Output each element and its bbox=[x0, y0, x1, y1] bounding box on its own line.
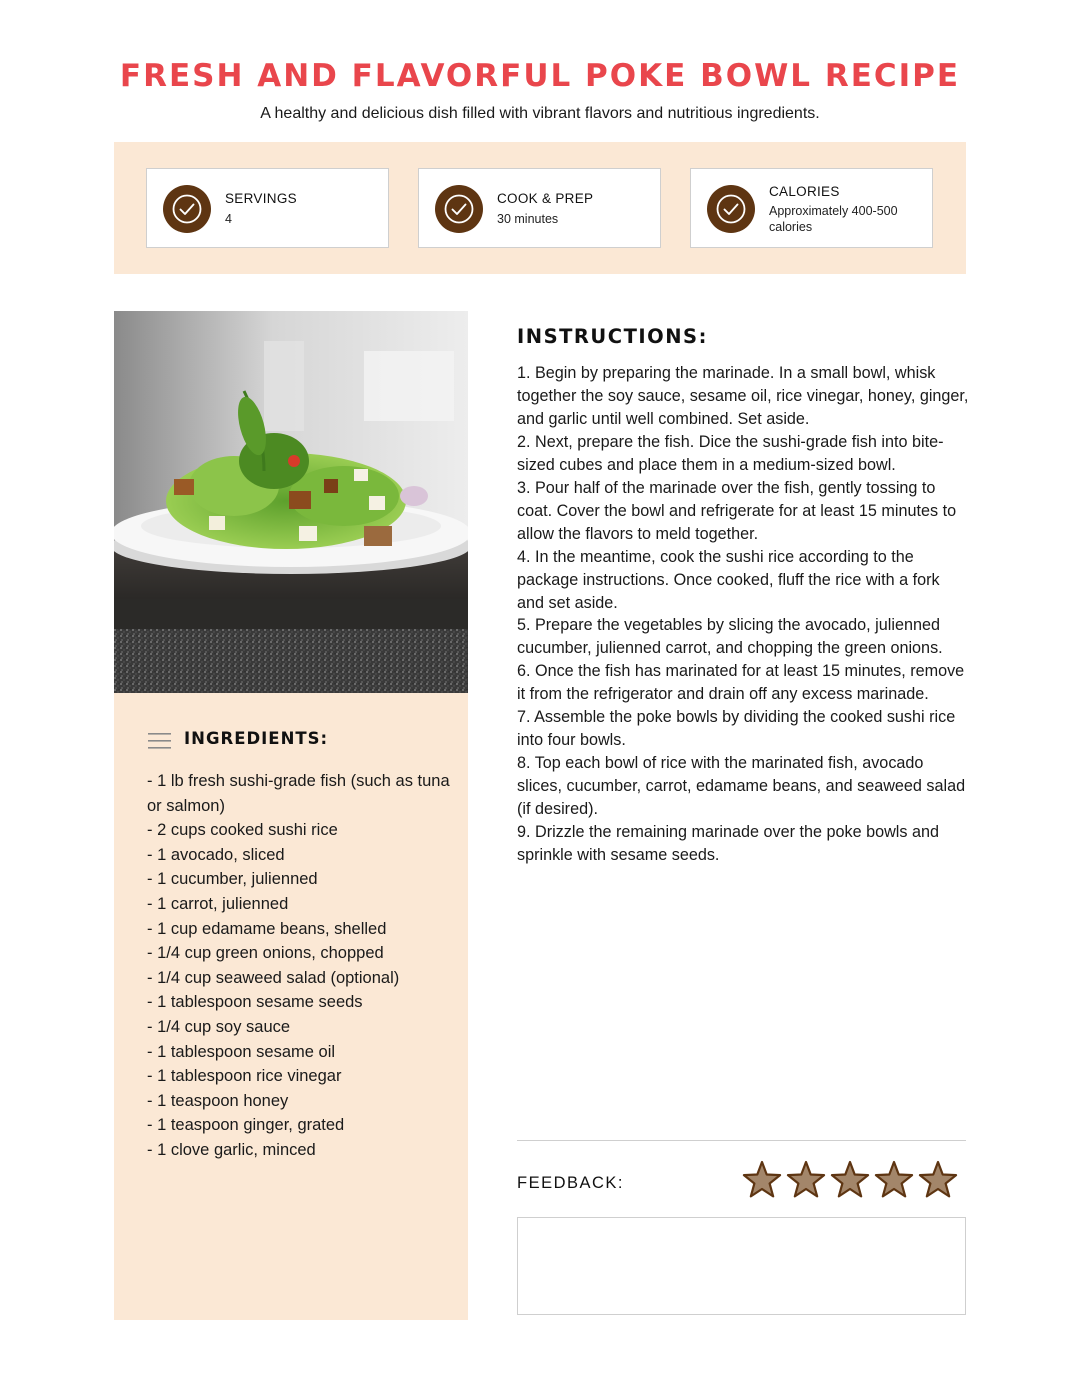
list-item: - 1/4 cup soy sauce bbox=[147, 1017, 291, 1036]
instruction-step: 2. Next, prepare the fish. Dice the sushi-grade fish into bite-sized cubes and place them in a medium-sized bowl. bbox=[517, 432, 944, 474]
ingredients-list bbox=[147, 769, 452, 1163]
ingredients-heading: INGREDIENTS: bbox=[184, 729, 329, 748]
calories-label: CALORIES bbox=[769, 184, 840, 199]
instruction-step: 6. Once the fish has marinated for at least 15 minutes, remove it from the refrigerator and drain off any excess marinade. bbox=[517, 662, 965, 704]
star-icon[interactable] bbox=[918, 1160, 958, 1200]
ingredients-panel bbox=[114, 693, 468, 1320]
list-item: - 1 tablespoon sesame oil bbox=[147, 1042, 336, 1061]
star-icon[interactable] bbox=[874, 1160, 914, 1200]
star-icon[interactable] bbox=[830, 1160, 870, 1200]
list-item: - 2 cups cooked sushi rice bbox=[147, 821, 338, 840]
feedback-divider bbox=[517, 1140, 966, 1141]
instruction-step: 9. Drizzle the remaining marinade over the poke bowls and sprinkle with sesame seeds. bbox=[517, 823, 939, 865]
salad-photo bbox=[114, 311, 468, 693]
check-circle-icon bbox=[435, 185, 483, 233]
calories-value: Approximately 400-500 calories bbox=[769, 204, 898, 234]
calories-card bbox=[690, 168, 933, 248]
list-item: - 1 avocado, sliced bbox=[147, 845, 285, 864]
instruction-step: 1. Begin by preparing the marinade. In a small bowl, whisk together the soy sauce, sesame oil, rice vinegar, honey, ginger, and garlic until well combined. Set aside. bbox=[517, 364, 969, 428]
instruction-step: 7. Assemble the poke bowls by dividing the cooked sushi rice into four bowls. bbox=[517, 708, 956, 750]
list-item: - 1 teaspoon honey bbox=[147, 1091, 289, 1110]
instruction-step: 5. Prepare the vegetables by slicing the avocado, julienned cucumber, julienned carrot, and chopping the green onions. bbox=[517, 616, 943, 658]
list-item: - 1 cucumber, julienned bbox=[147, 870, 318, 889]
star-rating[interactable] bbox=[742, 1160, 962, 1202]
list-item: - 1 clove garlic, minced bbox=[147, 1140, 316, 1159]
list-item: - 1 carrot, julienned bbox=[147, 894, 289, 913]
cook-prep-card bbox=[418, 168, 661, 248]
list-item: - 1 tablespoon rice vinegar bbox=[147, 1067, 342, 1086]
list-item: - 1/4 cup green onions, chopped bbox=[147, 944, 384, 963]
list-item: - 1 teaspoon ginger, grated bbox=[147, 1116, 345, 1135]
servings-value: 4 bbox=[225, 212, 232, 226]
star-icon[interactable] bbox=[786, 1160, 826, 1200]
feedback-label: FEEDBACK: bbox=[517, 1174, 625, 1192]
instructions-list bbox=[517, 362, 969, 867]
menu-lines-icon bbox=[148, 733, 171, 749]
page-title: FRESH AND FLAVORFUL POKE BOWL RECIPE bbox=[119, 58, 961, 94]
cook-prep-label: COOK & PREP bbox=[497, 191, 594, 206]
servings-card bbox=[146, 168, 389, 248]
list-item: - 1/4 cup seaweed salad (optional) bbox=[147, 968, 400, 987]
star-icon[interactable] bbox=[742, 1160, 782, 1200]
check-circle-icon bbox=[163, 185, 211, 233]
instruction-step: 3. Pour half of the marinade over the fish, gently tossing to coat. Cover the bowl and refrigerate for at least 15 minutes to allow the flavors to meld together. bbox=[517, 478, 957, 543]
servings-label: SERVINGS bbox=[225, 191, 297, 206]
list-item: - 1 tablespoon sesame seeds bbox=[147, 993, 363, 1012]
instructions-heading: INSTRUCTIONS: bbox=[517, 325, 708, 348]
list-item: - 1 lb fresh sushi-grade fish (such as tuna or salmon) bbox=[147, 772, 450, 815]
feedback-input[interactable] bbox=[517, 1217, 966, 1315]
instruction-step: 8. Top each bowl of rice with the marinated fish, avocado slices, cucumber, carrot, edamame beans, and seaweed salad (if desired). bbox=[517, 754, 966, 819]
instruction-step: 4. In the meantime, cook the sushi rice according to the package instructions. Once cooked, fluff the rice with a fork and set aside. bbox=[517, 547, 940, 612]
page-subtitle: A healthy and delicious dish filled with vibrant flavors and nutritious ingredients. bbox=[260, 105, 820, 122]
list-item: - 1 cup edamame beans, shelled bbox=[147, 919, 387, 938]
cook-prep-value: 30 minutes bbox=[497, 212, 559, 226]
recipe-info-band bbox=[114, 142, 966, 274]
check-circle-icon bbox=[707, 185, 755, 233]
